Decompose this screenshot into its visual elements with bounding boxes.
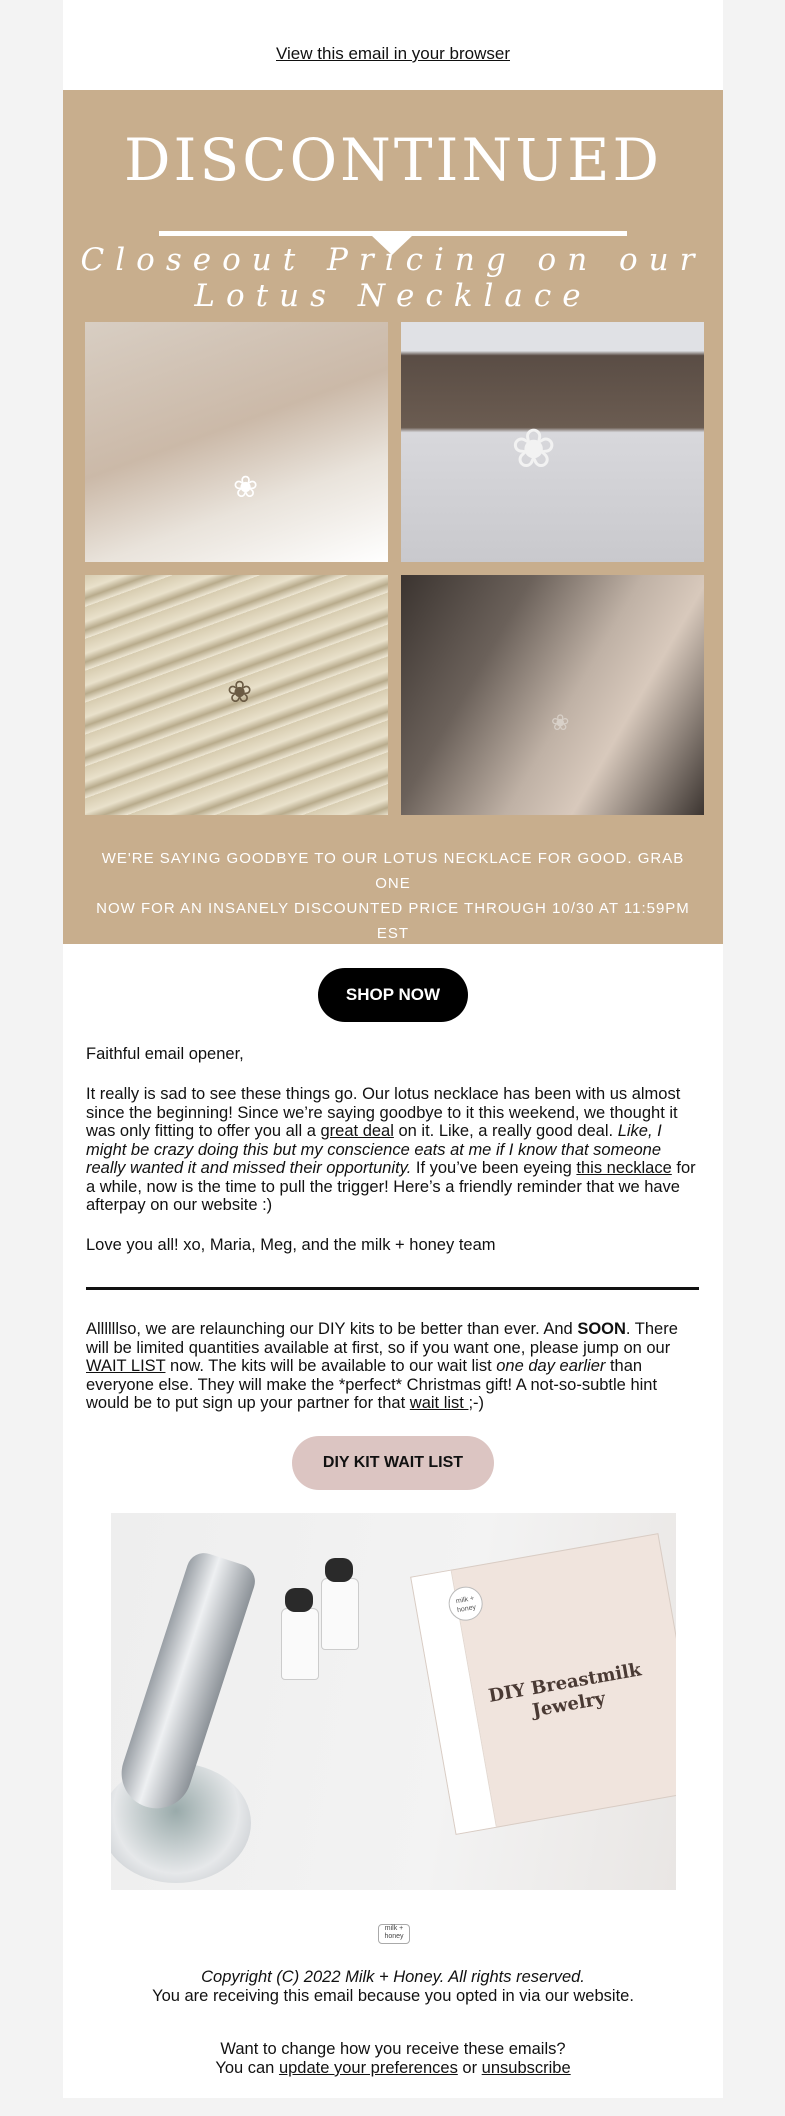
- hero-caption: WE'RE SAYING GOODBYE TO OUR LOTUS NECKLACE FOR GOOD. GRAB ONE NOW FOR AN INSANELY DISCOUNTED PRICE THROUGH 10/30 AT 11:59PM EST: [96, 850, 690, 942]
- view-in-browser: [63, 44, 723, 64]
- lotus-pendant-icon: ❀: [227, 676, 253, 709]
- bottle-cap: [325, 1558, 353, 1582]
- diy-kit-box: [410, 1533, 676, 1835]
- view-in-browser-link[interactable]: View this email in your browser: [276, 44, 510, 63]
- kit-box-logo: milk + honey: [446, 1584, 485, 1623]
- milk-honey-logo[interactable]: milk + honey: [378, 1924, 410, 1944]
- necklace-on-woman-photo[interactable]: [401, 575, 704, 815]
- lotus-pendant-icon: ❀: [511, 419, 557, 479]
- diy-kit-wait-list-button[interactable]: DIY KIT WAIT LIST: [292, 1436, 494, 1490]
- optin-reason-text: You are receiving this email because you opted in via our website.: [152, 1987, 634, 2005]
- lotus-pendant-closeup-photo[interactable]: [401, 322, 704, 562]
- email-opener: Faithful email opener,: [86, 1045, 244, 1063]
- this-necklace-link[interactable]: this necklace: [576, 1159, 672, 1177]
- necklace-on-palm-leaf-photo[interactable]: [85, 575, 388, 815]
- paragraph-diy-kits: Allllllso, we are relaunching our DIY kits to be better than ever. And SOON. There will be limited quantities available at first, so if you want one, please jump on our WAIT LIST now. The kits will be available to our wait list one day earlier than everyone else. They will make the *perfect* Christmas gift! A not-so-subtle hint would be to put sign up your partner for that wait list ;-): [86, 1320, 678, 1412]
- shop-now-button[interactable]: SHOP NOW: [318, 968, 468, 1022]
- great-deal-link[interactable]: great deal: [320, 1122, 394, 1140]
- preferences-line: You can update your preferences or unsubscribe: [215, 2059, 571, 2077]
- paragraph-lotus-necklace: It really is sad to see these things go. Our lotus necklace has been with us almost since the beginning! Since we’re saying goodbye to it this weekend, we thought it was only fitting to offer you all a great deal on it. Like, a really good deal. Like, I might be crazy doing this but my conscience eats at me if I know that someone really wanted it and missed their opportunity. If you’ve been eyeing this necklace for a while, now is the time to pull the trigger! Here’s a friendly reminder that we have afterpay on our website :): [86, 1085, 696, 1214]
- lotus-pendant-icon: ❀: [233, 471, 259, 504]
- copyright-text: Copyright (C) 2022 Milk + Honey. All rights reserved.: [201, 1968, 585, 1986]
- signoff: Love you all! xo, Maria, Meg, and the milk + honey team: [86, 1236, 496, 1254]
- hero-banner: [63, 90, 723, 944]
- section-divider: [86, 1287, 699, 1290]
- necklace-worn-photo[interactable]: [85, 322, 388, 562]
- wait-list-link-2[interactable]: wait list: [409, 1394, 469, 1412]
- change-emails-question: Want to change how you receive these emails?: [220, 2040, 566, 2058]
- hero-subtitle: Closeout Pricing on our Lotus Necklace: [80, 242, 706, 314]
- hero-title: DISCONTINUED: [124, 126, 662, 194]
- email-container: [63, 0, 723, 2098]
- resin-bottle-2: [321, 1578, 359, 1650]
- unsubscribe-link[interactable]: unsubscribe: [481, 2059, 571, 2077]
- lotus-pendant-icon: ❀: [551, 710, 570, 735]
- kit-box-title: DIY Breastmilk Jewelry: [487, 1659, 643, 1722]
- resin-bottle-1: [281, 1608, 319, 1680]
- bottle-cap: [285, 1588, 313, 1612]
- wait-list-link[interactable]: WAIT LIST: [86, 1357, 166, 1375]
- marble-pestle: [113, 1549, 260, 1818]
- update-preferences-link[interactable]: update your preferences: [278, 2059, 458, 2077]
- diy-kit-product-photo[interactable]: [111, 1513, 676, 1890]
